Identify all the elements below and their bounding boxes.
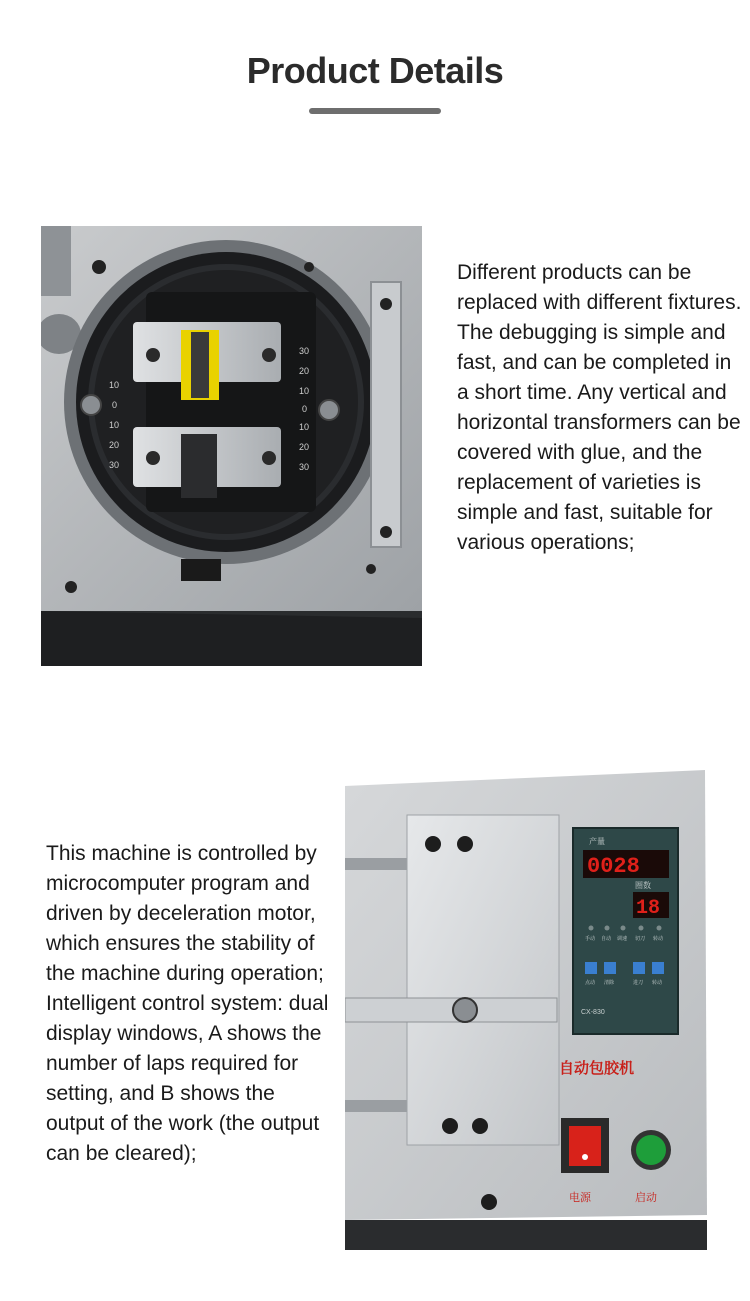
dial-mark: 30 xyxy=(299,462,310,472)
left-mark: 10 xyxy=(109,420,120,430)
model-label: CX-830 xyxy=(581,1009,605,1016)
dial-mark: 10 xyxy=(299,386,310,396)
indicator-label: 调速 xyxy=(617,936,628,942)
clear-button[interactable] xyxy=(604,962,616,974)
panel-top-label: 产量 xyxy=(589,837,605,846)
button-label: 进刀 xyxy=(633,980,644,986)
left-mark: 0 xyxy=(112,400,118,410)
button-label: 转动 xyxy=(652,980,663,986)
start-button[interactable] xyxy=(636,1135,666,1165)
title-underline xyxy=(309,108,441,114)
button-label: 点动 xyxy=(585,980,596,986)
panel-mid-label: 圈数 xyxy=(635,881,651,890)
machine-name: 自动包胶机 xyxy=(559,1059,635,1077)
indicator-label: 转动 xyxy=(653,936,664,942)
indicator-label: 切刀 xyxy=(635,936,646,942)
button-label: 清除 xyxy=(604,980,615,986)
control-description: This machine is controlled by microcomputer program and driven by deceleration motor, which ensures the stability of the machine during operation; Intelligent control system: dual display windows, A shows the number of laps required for setting, and B shows the output of the work (the output can be cleared); xyxy=(46,842,329,1165)
feed-button[interactable] xyxy=(633,962,645,974)
fixture-description: Different products can be replaced with different fixtures. The debugging is simple and fast, and can be completed in a short time. Any vertical and horizontal transformers can be covered with glue, and the replacement of varieties is simple and fast, suitable for various operations; xyxy=(457,261,742,554)
dial-mark: 0 xyxy=(302,404,308,414)
control-panel-photo xyxy=(345,770,707,1250)
dial-mark: 30 xyxy=(299,346,310,356)
rotate-button[interactable] xyxy=(652,962,664,974)
left-mark: 30 xyxy=(109,460,120,470)
indicator-label: 自动 xyxy=(601,936,612,942)
jog-button[interactable] xyxy=(585,962,597,974)
dial-mark: 20 xyxy=(299,442,310,452)
dial-mark: 20 xyxy=(299,366,310,376)
dial-mark: 10 xyxy=(299,422,310,432)
power-label: 电源 xyxy=(569,1191,591,1204)
start-label: 启动 xyxy=(635,1191,657,1204)
left-mark: 10 xyxy=(109,380,120,390)
display-b: 18 xyxy=(636,897,661,920)
fixture-photo xyxy=(41,222,422,666)
page-title: Product Details xyxy=(246,50,504,91)
display-a: 0028 xyxy=(587,854,640,879)
indicator-label: 手动 xyxy=(585,936,596,942)
left-mark: 20 xyxy=(109,440,120,450)
